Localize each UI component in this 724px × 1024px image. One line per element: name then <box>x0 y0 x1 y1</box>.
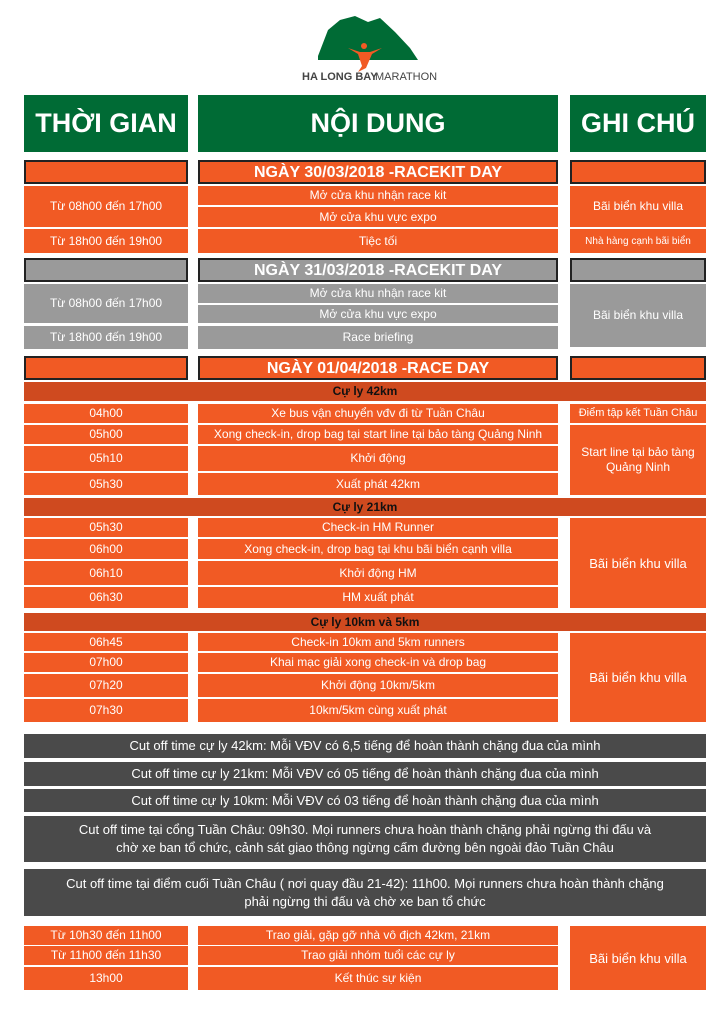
day2-title: NGÀY 31/03/2018 -RACEKIT DAY <box>198 258 558 282</box>
content-cell: Check-in 10km and 5km runners <box>198 633 558 651</box>
time-cell: Từ 18h00 đến 19h00 <box>24 326 188 349</box>
time-cell: Từ 11h00 đến 11h30 <box>24 946 188 965</box>
day1-blank <box>24 160 188 184</box>
day2-blank2 <box>570 258 706 282</box>
note-cell: Start line tại bảo tàng Quảng Ninh <box>570 425 706 495</box>
halong-bay-marathon-logo <box>300 8 438 88</box>
time-cell: 07h30 <box>24 699 188 722</box>
note-cell: Điểm tập kết Tuần Châu <box>570 404 706 423</box>
time-cell: 13h00 <box>24 967 188 990</box>
cutoff-10km: Cut off time cự ly 10km: Mỗi VĐV có 03 tiếng để hoàn thành chặng đua của mình <box>24 789 706 812</box>
content-cell: Mở cửa khu nhận race kit <box>198 186 558 205</box>
day1-title: NGÀY 30/03/2018 -RACEKIT DAY <box>198 160 558 184</box>
day1-blank2 <box>570 160 706 184</box>
time-cell: 05h00 <box>24 425 188 444</box>
time-cell: 06h45 <box>24 633 188 651</box>
note-cell: Bãi biển khu villa <box>570 633 706 722</box>
day3-blank2 <box>570 356 706 380</box>
header-time: THỜI GIAN <box>24 95 188 152</box>
svg-text:HA LONG BAY: HA LONG BAY <box>302 71 378 83</box>
time-cell: 05h10 <box>24 446 188 471</box>
time-cell: Từ 10h30 đến 11h00 <box>24 926 188 945</box>
header-content: NỘI DUNG <box>198 95 558 152</box>
svg-text:MARATHON: MARATHON <box>375 71 438 83</box>
section-10km-5km: Cự ly 10km và 5km <box>24 613 706 631</box>
time-cell: 07h00 <box>24 653 188 672</box>
content-cell: HM xuất phát <box>198 587 558 608</box>
time-cell: Từ 18h00 đến 19h00 <box>24 229 188 253</box>
time-cell: 05h30 <box>24 473 188 495</box>
content-cell: Tiệc tối <box>198 229 558 253</box>
note-cell: Bãi biển khu villa <box>570 284 706 347</box>
time-cell: Từ 08h00 đến 17h00 <box>24 186 188 227</box>
content-cell: Xong check-in, drop bag tại khu bãi biển cạnh villa <box>198 539 558 559</box>
content-cell: Khai mạc giải xong check-in và drop bag <box>198 653 558 672</box>
content-cell: Check-in HM Runner <box>198 518 558 537</box>
section-42km: Cự ly 42km <box>24 382 706 401</box>
content-cell: Xe bus vận chuyển vđv đi từ Tuần Châu <box>198 404 558 423</box>
content-cell: 10km/5km cùng xuất phát <box>198 699 558 722</box>
cutoff-21km: Cut off time cự ly 21km: Mỗi VĐV có 05 tiếng để hoàn thành chặng đua của mình <box>24 762 706 786</box>
time-cell: 06h00 <box>24 539 188 559</box>
content-cell: Khởi động HM <box>198 561 558 585</box>
note-cell: Bãi biển khu villa <box>570 186 706 227</box>
content-cell: Trao giải nhóm tuổi các cự ly <box>198 946 558 965</box>
time-cell: 06h10 <box>24 561 188 585</box>
content-cell: Khởi động 10km/5km <box>198 674 558 697</box>
content-cell: Mở cửa khu vực expo <box>198 207 558 227</box>
cutoff-42km: Cut off time cự ly 42km: Mỗi VĐV có 6,5 tiếng để hoàn thành chặng đua của mình <box>24 734 706 758</box>
content-cell: Mở cửa khu nhận race kit <box>198 284 558 303</box>
day3-title: NGÀY 01/04/2018 -RACE DAY <box>198 356 558 380</box>
content-cell: Xuất phát 42km <box>198 473 558 495</box>
section-21km: Cự ly 21km <box>24 498 706 516</box>
time-cell: 07h20 <box>24 674 188 697</box>
note-cell: Bãi biển khu villa <box>570 518 706 608</box>
time-cell: 05h30 <box>24 518 188 537</box>
content-cell: Race briefing <box>198 326 558 349</box>
day2-blank <box>24 258 188 282</box>
time-cell: Từ 08h00 đến 17h00 <box>24 284 188 323</box>
time-cell: 04h00 <box>24 404 188 423</box>
cutoff-tuan-chau-gate: Cut off time tại cổng Tuần Châu: 09h30. Mọi runners chưa hoàn thành chặng phải ngừng thi đấu và chờ xe ban tổ chức, cảnh sát giao thông ngừng cấm đường bên ngoài đảo Tuần Châu <box>24 816 706 862</box>
cutoff-tuan-chau-end: Cut off time tại điểm cuối Tuần Châu ( nơi quay đầu 21-42): 11h00. Mọi runners chưa hoàn thành chặng phải ngừng thi đấu và chờ xe ban tổ chức <box>24 869 706 916</box>
time-cell: 06h30 <box>24 587 188 608</box>
content-cell: Trao giải, gặp gỡ nhà vô địch 42km, 21km <box>198 926 558 945</box>
content-cell: Mở cửa khu vực expo <box>198 305 558 323</box>
content-cell: Khởi động <box>198 446 558 471</box>
content-cell: Xong check-in, drop bag tại start line tại bảo tàng Quảng Ninh <box>198 425 558 444</box>
header-notes: GHI CHÚ <box>570 95 706 152</box>
day3-blank <box>24 356 188 380</box>
note-cell: Bãi biển khu villa <box>570 926 706 990</box>
note-cell: Nhà hàng cạnh bãi biển <box>570 229 706 253</box>
content-cell: Kết thúc sự kiện <box>198 967 558 990</box>
